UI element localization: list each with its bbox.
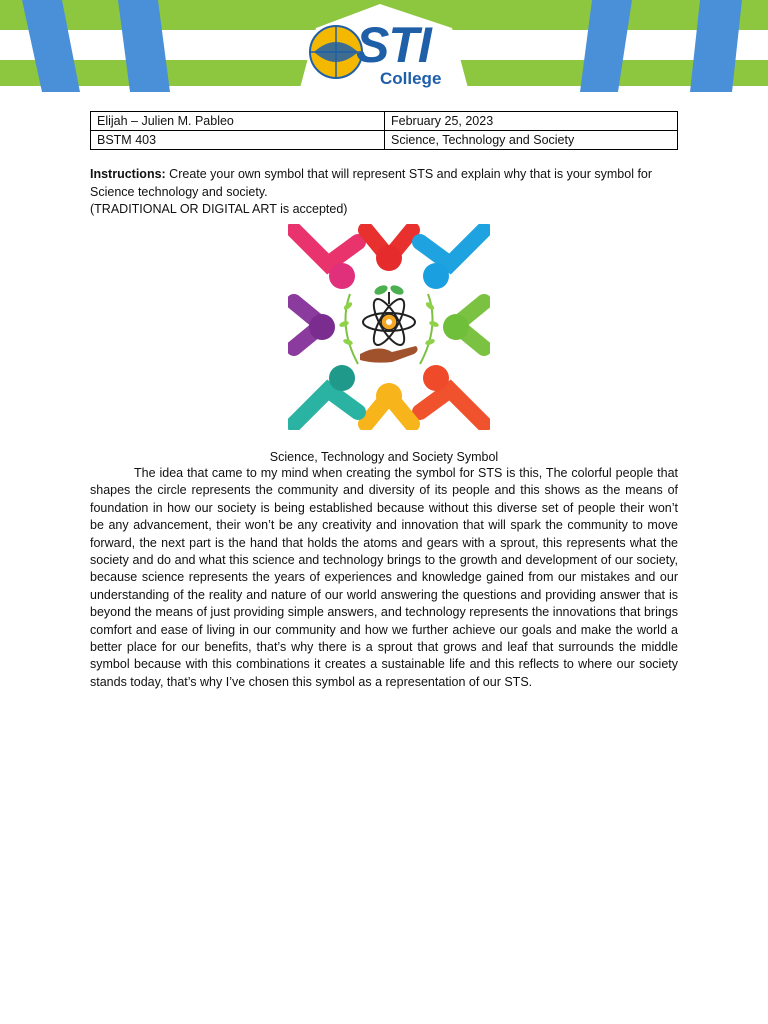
sts-symbol-image [288, 224, 490, 430]
sti-logo [306, 14, 456, 92]
info-table [90, 111, 678, 150]
instructions-text: Create your own symbol that will represent STS and explain why that is your symbol for Science technology and society. [90, 167, 653, 199]
symbol-caption: Science, Technology and Society Symbol [269, 450, 499, 464]
logo-sti-text: STI [356, 17, 431, 73]
student-name-cell: Elijah – Julien M. Pableo [91, 112, 385, 131]
subject-cell: Science, Technology and Society [385, 131, 678, 150]
section-cell: BSTM 403 [91, 131, 385, 150]
date-cell: February 25, 2023 [385, 112, 678, 131]
instructions-block [90, 166, 680, 219]
table-row [91, 112, 678, 131]
logo-college-text: College [380, 69, 442, 88]
header-banner [0, 0, 768, 92]
explanation-paragraph: The idea that came to my mind when creating the symbol for STS is this, The colorful people that shapes the circle represents the community and diversity of its people and this shows as the means of foundation in how our society is being established because without this diverse set of people their won’t be any advancement, their won’t be any creativity and innovation that will spark the community to move forward, the next part is the hand that holds the atoms and gears with a sprout, this represents what the society and do and what this science and technology brings to the growth and development of our society, because science represents the years of experiences and knowledge gained from our mistakes and our understanding of the reality and nature of our world answering the questions and providing answer that is beyond the means of just providing simple answers, and technology represents the innovations that brings comfort and ease of living in our community and how we further achieve our goals and make the world a better place for our benefits, that’s why there is a sprout that grows and leaf that surrounds the middle symbol because with this combinations it creates a sustainable life and this reflects to where our society stands today, that’s why I’ve chosen this symbol as a representation of our STS. [90, 466, 678, 689]
instructions-label: Instructions: [90, 167, 166, 181]
table-row [91, 131, 678, 150]
instructions-note: (TRADITIONAL OR DIGITAL ART is accepted) [90, 202, 348, 216]
